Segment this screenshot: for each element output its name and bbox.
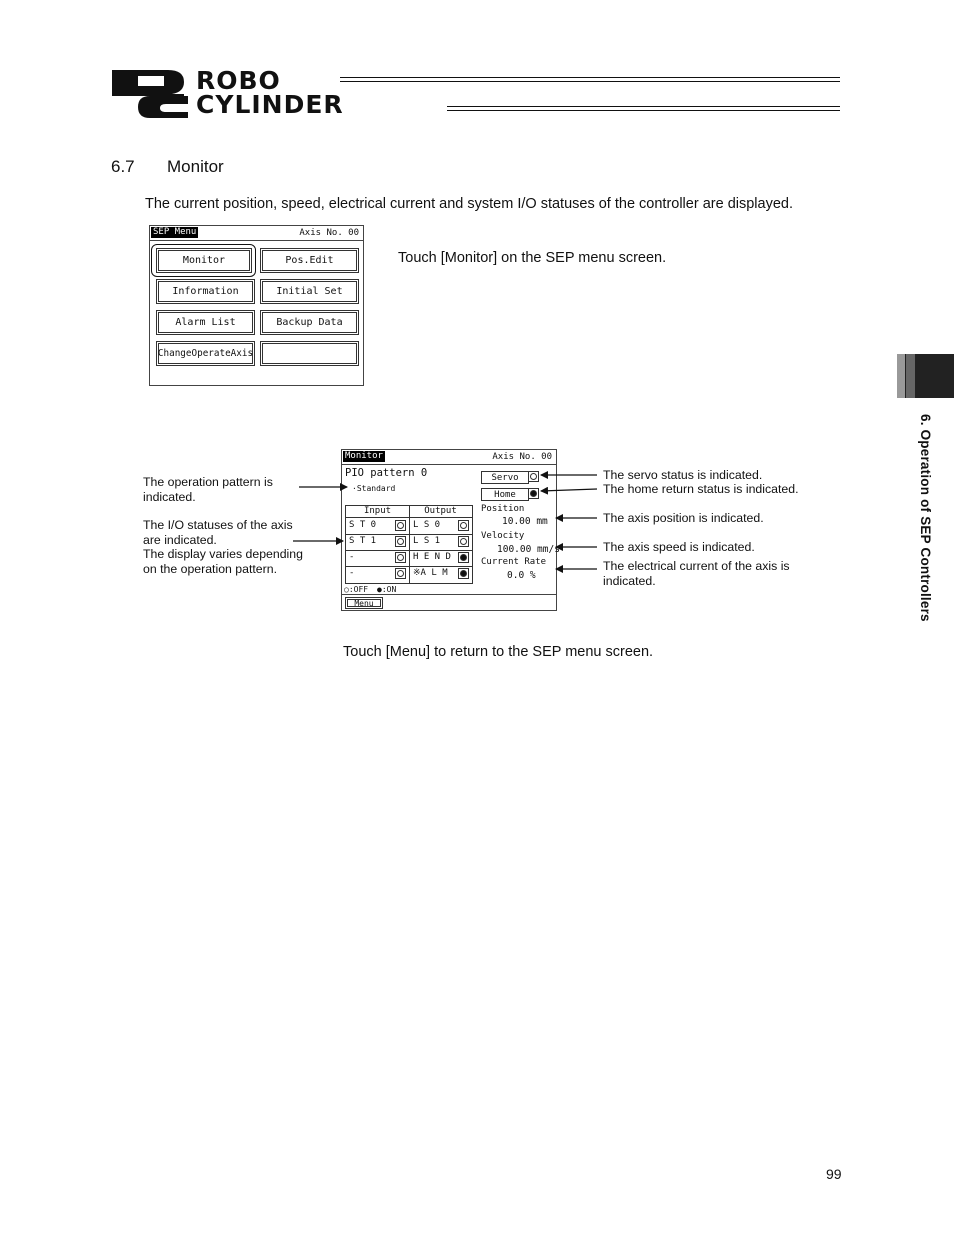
monitor-button[interactable]: Monitor [156,248,252,273]
output-alm: ※A L M [413,568,448,578]
annotation-io: The I/O statuses of the axis are indicated. [143,518,293,547]
section-title: Monitor [167,157,224,176]
position-label: Position [481,504,525,514]
position-value: 10.00 mm [502,516,548,527]
monitor-axis-no: Axis No. 00 [492,452,552,462]
sep-menu-axis-no: Axis No. 00 [299,228,359,238]
annotation-position: The axis position is indicated. [603,511,764,525]
velocity-value: 100.00 mm/s [497,544,560,555]
annotation-speed: The axis speed is indicated. [603,540,755,554]
input-unused-2: - [349,568,355,578]
sep-menu-title: SEP Menu [153,227,197,237]
current-label: Current Rate [481,557,547,567]
annotation-servo: The servo status is indicated. [603,468,763,482]
initial-set-button[interactable]: Initial Set [260,279,359,304]
monitor-title: Monitor [345,451,383,461]
annotation-current: The electrical current of the axis is indicated. [603,559,790,588]
page-number: 99 [826,1166,842,1182]
change-operate-axis-button[interactable]: ChangeOperateAxis [156,341,255,366]
annotation-home: The home return status is indicated. [603,482,799,496]
pattern-name: ·Standard [352,484,396,493]
input-st1: S T 1 [349,536,377,546]
input-st0: S T 0 [349,520,377,530]
pos-edit-button[interactable]: Pos.Edit [260,248,359,273]
section-number: 6.7 [111,157,135,176]
annotation-pattern: The operation pattern is indicated. [143,475,273,504]
intro-text: The current position, speed, electrical current and system I/O statuses of the controller are displayed. [145,196,793,212]
side-tab-stripe-2 [906,354,915,398]
side-tab-stripe-1 [897,354,905,398]
pio-pattern-label: PIO pattern 0 [345,467,428,479]
output-header: Output [424,506,457,516]
backup-data-button[interactable]: Backup Data [260,310,359,335]
logo-cylinder-text: CYLINDER [196,90,344,119]
input-unused-1: - [349,552,355,562]
legend-on: ●:ON [377,585,397,594]
velocity-label: Velocity [481,531,525,541]
output-ls0: L S 0 [413,520,441,530]
legend-off: ○:OFF [344,585,369,594]
information-button[interactable]: Information [156,279,255,304]
return-caption: Touch [Menu] to return to the SEP menu screen. [343,644,654,660]
input-header: Input [363,506,392,516]
menu-button[interactable]: Menu [345,597,383,609]
output-ls1: L S 1 [413,536,441,546]
logo-robo-text: ROBO [196,66,281,95]
sep-menu-caption: Touch [Monitor] on the SEP menu screen. [398,250,667,266]
arrow-home [541,489,597,491]
current-value: 0.0 % [507,570,536,581]
home-indicator: Home [481,488,529,501]
output-hend: H E N D [413,552,451,562]
servo-indicator: Servo [481,471,529,484]
side-tab-label: 6. Operation of SEP Controllers [918,414,933,622]
annotation-io-varies: The display varies depending on the operation pattern. [143,547,303,576]
alarm-list-button[interactable]: Alarm List [156,310,255,335]
